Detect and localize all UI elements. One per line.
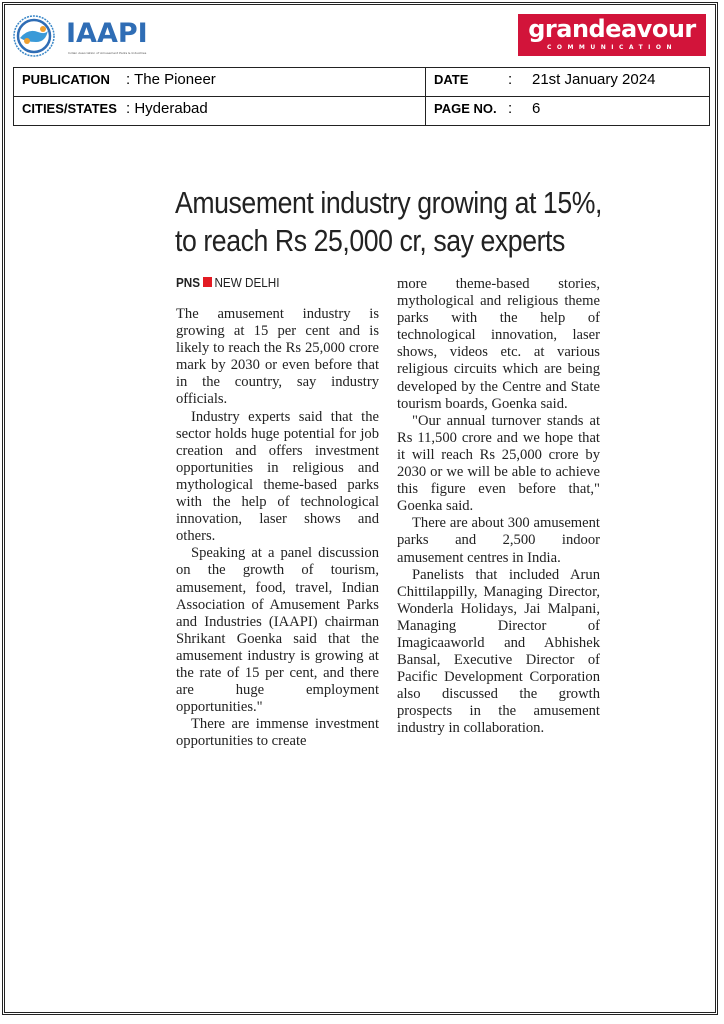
cities-cell — [14, 97, 426, 126]
iaapi-subtitle: Indian Association of Amusement Parks & Industries — [68, 51, 147, 55]
paragraph: "Our annual turnover stands at Rs 11,500 crore and we hope that it will reach Rs 25,000 crore by 2030 or we will be able to achieve this figure even before that," Goenka said. — [397, 412, 600, 515]
location-label: NEW DELHI — [214, 275, 280, 290]
article-column-1 — [176, 306, 379, 750]
article-column-2 — [397, 276, 600, 738]
publication-value: : The Pioneer — [126, 71, 216, 88]
publication-label: PUBLICATION — [22, 72, 110, 87]
cities-label: CITIES/STATES — [22, 101, 117, 116]
cities-value: : Hyderabad — [126, 100, 208, 117]
paragraph: There are immense investment opportunities to create — [176, 716, 379, 750]
paragraph: more theme-based stories, mythological and religious theme parks with the help of technological innovation, laser shows, videos etc. at various religious circuits which are being developed by the Centre and State tourism boards, Goenka said. — [397, 276, 600, 412]
grandeavour-tagline: COMMUNICATION — [546, 44, 678, 51]
headline-line-2: to reach Rs 25,000 cr, say experts — [175, 223, 565, 258]
page-label: PAGE NO. — [434, 101, 497, 116]
paragraph: The amusement industry is growing at 15 per cent and is likely to reach the Rs 25,000 crore mark by 2030 or even before that in the country, say industry officials. — [176, 306, 379, 408]
iaapi-logo — [12, 14, 162, 58]
publication-cell — [14, 68, 426, 97]
paragraph: Speaking at a panel discussion on the growth of tourism, amusement, food, travel, Indian Association of Amusement Parks and Industries (IAAPI) chairman Shrikant Goenka said that the amusement industry is growing at the rate of 15 per cent, and there are huge employment opportunities." — [176, 545, 379, 716]
publication-info-table — [13, 67, 710, 126]
paragraph: Industry experts said that the sector holds huge potential for job creation and offers investment opportunities in religious and mythological theme-based parks with the help of technological innovation, laser shows and others. — [176, 408, 379, 545]
paragraph: There are about 300 amusement parks and 2,500 indoor amusement centres in India. — [397, 515, 600, 566]
article-dateline — [176, 275, 279, 290]
date-colon: : — [508, 71, 513, 88]
iaapi-wordmark: IAAPI — [66, 18, 148, 49]
date-cell — [426, 68, 710, 97]
iaapi-emblem-icon — [12, 14, 60, 58]
page-colon: : — [508, 100, 513, 117]
grandeavour-wordmark: grandeavour — [528, 15, 696, 43]
headline-line-1: Amusement industry growing at 15%, — [175, 185, 602, 220]
table-row — [14, 68, 710, 97]
source-label: PNS — [176, 275, 201, 290]
article-headline — [175, 184, 602, 260]
page-cell — [426, 97, 710, 126]
paragraph: Panelists that included Arun Chittilappilly, Managing Director, Wonderla Holidays, Jai Malpani, Managing Director of Imagicaaworld and Abhishek Bansal, Executive Director of Pacific Development Corporation also discussed the growth prospects in the amusement industry in collaboration. — [397, 566, 600, 737]
date-label: DATE — [434, 72, 469, 87]
grandeavour-logo — [518, 14, 706, 56]
date-value: 21st January 2024 — [532, 71, 656, 88]
page-value: 6 — [532, 100, 541, 117]
table-row — [14, 97, 710, 126]
red-square-icon — [203, 277, 212, 287]
